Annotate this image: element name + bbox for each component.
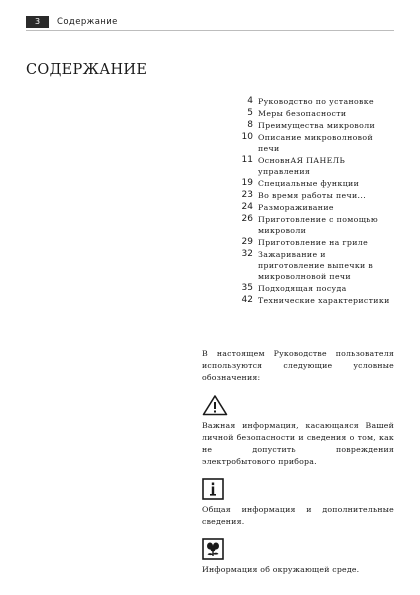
toc-page-number: 24 [241,202,253,212]
toc-entry[interactable] [220,214,395,236]
toc-entry[interactable] [220,237,395,248]
toc-entry[interactable] [220,178,395,189]
toc-label: Размораживание [258,203,334,212]
toc-page-number: 35 [241,283,253,293]
toc-page-number: 8 [247,120,253,130]
page-number: 3 [26,16,49,28]
toc-label: Зажаривание и приготовление выпечки в микроволновой печи [258,250,374,281]
toc-label: Приготовление на гриле [258,238,369,247]
page-header [26,16,394,28]
toc-entry[interactable] [220,295,395,306]
toc-page-number: 23 [241,190,253,200]
toc-entry[interactable] [220,120,395,131]
table-of-contents [220,96,395,307]
toc-label: Технические характеристики [258,296,390,305]
toc-page-number: 5 [247,108,253,118]
toc-label: Подходящая посуда [258,284,347,293]
toc-entry[interactable] [220,155,395,177]
toc-page-number: 42 [241,295,253,305]
symbols-legend [202,348,394,576]
toc-entry[interactable] [220,108,395,119]
toc-page-number: 29 [241,237,253,247]
toc-page-number: 11 [241,155,253,165]
toc-page-number: 4 [247,96,253,106]
toc-entry[interactable] [220,249,395,282]
legend-intro: В настоящем Руководстве пользователя используются следующие условные обозначения: [202,349,394,382]
toc-page-number: 10 [241,132,253,142]
page-title: СОДЕРЖАНИЕ [26,62,148,78]
warning-description: Важная информация, касающаяся Вашей личной безопасности и сведения о том, как не допустить повреждения электробытового прибора. [202,421,394,466]
toc-label: Описание микроволновой печи [258,133,374,153]
toc-label: ОсновнАЯ ПАНЕЛЬ управления [258,156,346,176]
toc-page-number: 26 [241,214,253,224]
toc-label: Меры безопасности [258,109,347,118]
toc-entry[interactable] [220,190,395,201]
toc-page-number: 19 [241,178,253,188]
toc-label: Руководство по установке [258,97,374,106]
toc-label: Преимущества микроволи [258,121,376,130]
toc-page-number: 32 [241,249,253,259]
header-divider [26,30,394,31]
info-icon [202,478,224,500]
toc-label: Во время работы печи... [258,191,367,200]
toc-entry[interactable] [220,202,395,213]
environment-flower-icon [202,538,224,560]
toc-entry[interactable] [220,96,395,107]
toc-entry[interactable] [220,132,395,154]
warning-triangle-icon [202,394,228,416]
section-title: Содержание [57,17,118,27]
toc-entry[interactable] [220,283,395,294]
toc-label: Приготовление с помощью микроволи [258,215,379,235]
info-description: Общая информация и дополнительные сведения. [202,505,394,526]
toc-label: Специальные функции [258,179,360,188]
environment-description: Информация об окружающей среде. [202,565,360,574]
